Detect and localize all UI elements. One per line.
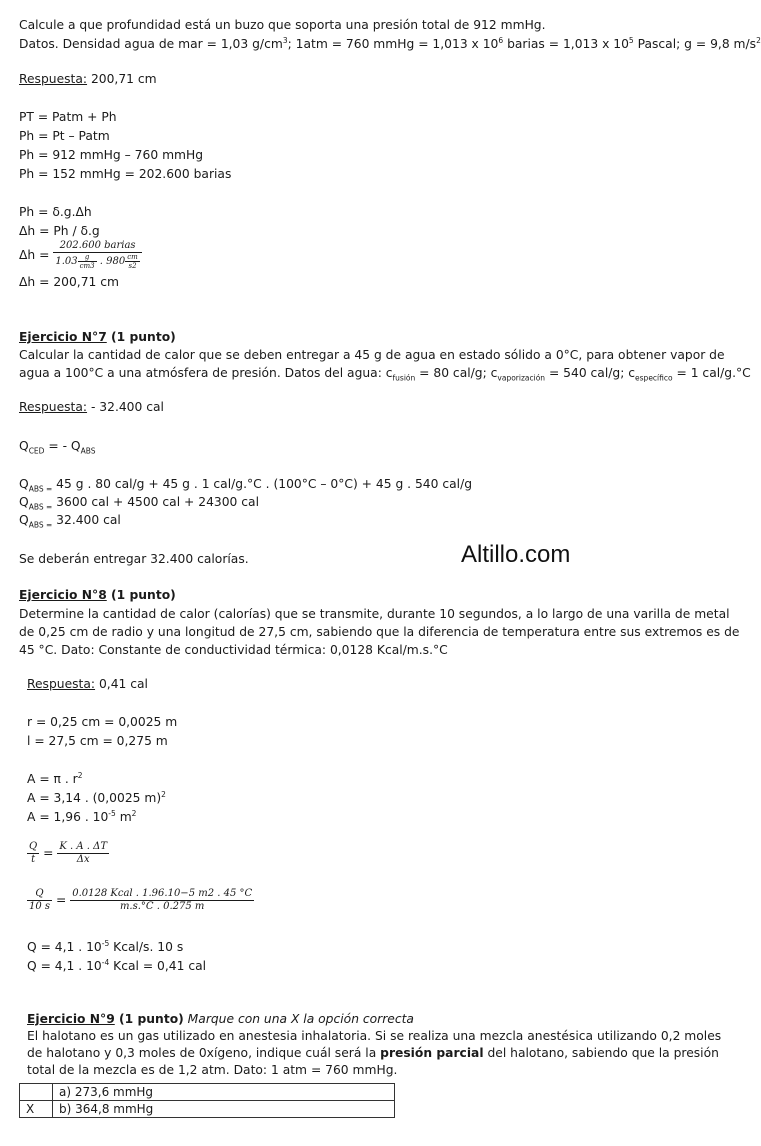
exercise-heading: Ejercicio N°9 (1 punto) Marque con una X la opción correcta	[27, 1012, 414, 1026]
answer-label: Respuesta:	[27, 677, 96, 691]
option-mark-cell[interactable]	[20, 1084, 53, 1101]
equation: PT = Patm + Ph	[19, 110, 117, 124]
watermark-logo: Altillo.com	[461, 541, 571, 568]
equation: $Q_{ABS =}$ 45 g . 80 cal/g + 45 g . 1 cal/g.°C . (100°C – 0°C) + 45 g . 540 cal/g	[19, 477, 473, 494]
exercise-heading: Ejercicio N°8 (1 punto)	[19, 588, 176, 602]
equation: Δh = Ph / δ.g	[19, 224, 100, 238]
equation: A = π . $r^2$	[27, 771, 83, 787]
equation: l = 27,5 cm = 0,275 m	[27, 734, 168, 748]
exercise-statement: Calcular la cantidad de calor que se deben entregar a 45 g de agua en estado sólido a 0°C, para obtener vapor de	[19, 348, 725, 362]
exercise-heading: Ejercicio N°7 (1 punto)	[19, 330, 176, 344]
answer-line	[19, 72, 157, 86]
exercise-statement: de 0,25 cm de radio y una longitud de 27,5 cm, sabiendo que la diferencia de temperatura entre sus extremos es de	[19, 625, 740, 639]
equation: Q = 4,1 . $10^{-5}$ Kcal/s. 10 s	[27, 939, 184, 955]
fraction-equation: $\frac{Q}{10 s}$ = $\frac{\text{0.0128 Kcal . 1.96.10−5 m2 . 45 °C}}{m.s.^\circ C . 0.275 m}$	[29, 888, 253, 912]
fraction: 202.600 barias 1.03 $\frac{g}{cm3}$ . 980 $\frac{cm}{s2}$	[53, 240, 141, 270]
fraction-equation: $\frac{Q}{t}$ = $\frac{K . A . \Delta T}{\Delta x}$	[29, 841, 108, 865]
equation: $Q_{ABS =}$ 3600 cal + 4500 cal + 24300 cal	[19, 495, 259, 512]
equation: A = 3,14 . (0,0025 m)$^2$	[27, 790, 166, 806]
equation: A = 1,96 . $10^{-5}$ $m^2$	[27, 809, 137, 825]
equation: Q = 4,1 . $10^{-4}$ Kcal = 0,41 cal	[27, 958, 207, 974]
equation: r = 0,25 cm = 0,0025 m	[27, 715, 178, 729]
equation: Δh = 200,71 cm	[19, 275, 120, 289]
equation: $Q_{CED}$ = - $Q_{ABS}$	[19, 439, 96, 456]
option-mark-cell[interactable]: X	[20, 1101, 53, 1118]
answer-line	[27, 677, 148, 691]
answer-line	[19, 400, 164, 414]
option-label: b) 364,8 mmHg	[53, 1101, 395, 1118]
exercise-statement: de halotano y 0,3 moles de 0xígeno, indique cuál será la presión parcial del halotano, sabiendo que la presión	[27, 1046, 719, 1060]
equation: Ph = 912 mmHg – 760 mmHg	[19, 148, 204, 162]
answer-label: Respuesta:	[19, 400, 88, 414]
option-row[interactable]	[20, 1101, 395, 1118]
answer-value: 200,71 cm	[87, 72, 157, 86]
exercise-statement: total de la mezcla es de 1,2 atm. Dato: 1 atm = 760 mmHg.	[27, 1063, 398, 1077]
equation: Ph = δ.g.Δh	[19, 205, 92, 219]
option-label: a) 273,6 mmHg	[53, 1084, 395, 1101]
answer-label: Respuesta:	[19, 72, 88, 86]
problem-statement: Calcule a que profundidad está un buzo que soporta una presión total de 912 mmHg.	[19, 18, 546, 32]
equation: $Q_{ABS =}$ 32.400 cal	[19, 513, 121, 530]
answer-value: - 32.400 cal	[87, 400, 164, 414]
answer-value: 0,41 cal	[95, 677, 148, 691]
option-row[interactable]	[20, 1084, 395, 1101]
conclusion: Se deberán entregar 32.400 calorías.	[19, 552, 249, 566]
problem-data: Datos. Densidad agua de mar = 1,03 $g/cm^3$; 1atm = 760 mmHg = 1,013 x $10^6$ barias = 1,013 x $10^5$ Pascal; g = 9,8 $m/s^2$	[19, 36, 761, 52]
equation: Ph = 152 mmHg = 202.600 barias	[19, 167, 232, 181]
options-table	[19, 1083, 395, 1118]
exercise-statement: 45 °C. Dato: Constante de conductividad térmica: 0,0128 Kcal/m.s.°C	[19, 643, 448, 657]
fraction-equation: Δh = 202.600 barias 1.03 $\frac{g}{cm3}$ . 980 $\frac{cm}{s2}$	[19, 240, 142, 270]
exercise-statement: Determine la cantidad de calor (calorías) que se transmite, durante 10 segundos, a lo largo de una varilla de metal	[19, 607, 730, 621]
exercise-statement: agua a 100°C a una atmósfera de presión. Datos del agua: $c_{fusión} = 80$ cal/g; $c_{vaporización} = 540$ cal/g; $c_{específico} = 1$ cal/g.°C	[19, 366, 751, 383]
exercise-statement: El halotano es un gas utilizado en anestesia inhalatoria. Si se realiza una mezcla anestésica utilizando 0,2 moles	[27, 1029, 722, 1043]
equation: Ph = Pt – Patm	[19, 129, 110, 143]
